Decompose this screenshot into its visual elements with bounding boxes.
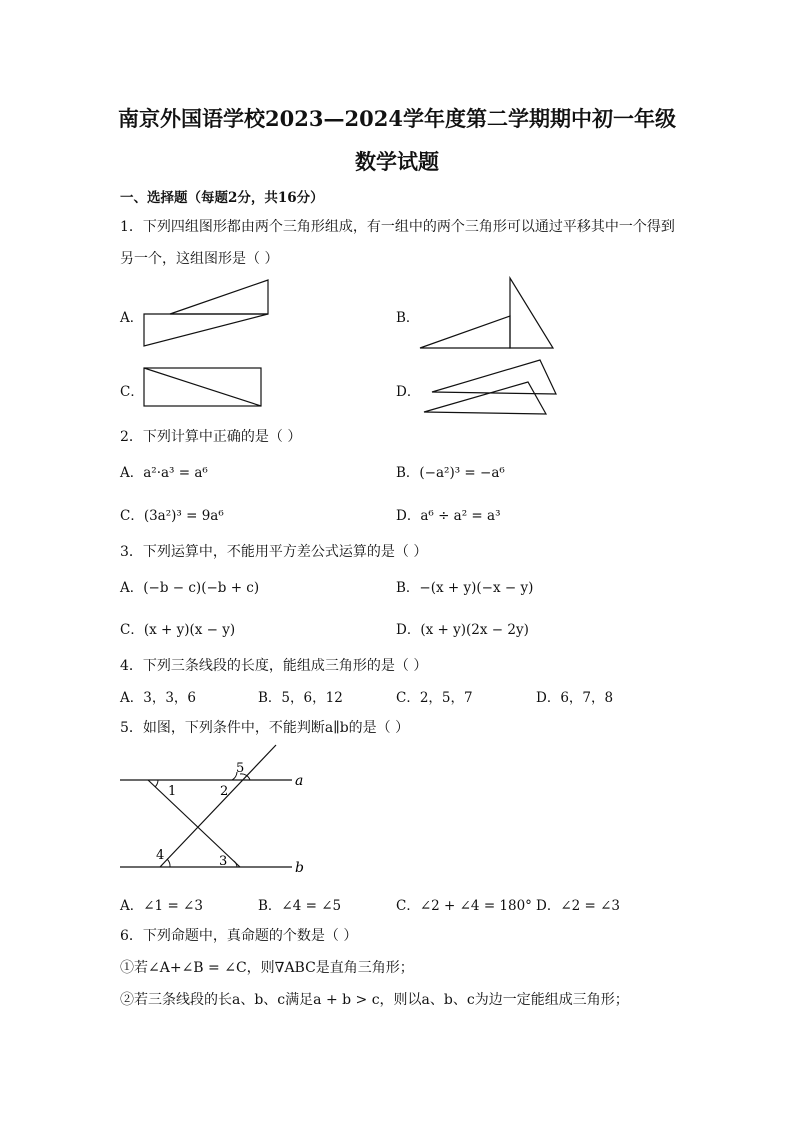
- q2-option-c[interactable]: C．(3a²)³ = 9a⁶: [120, 508, 224, 524]
- q1-option-d-label[interactable]: D．: [396, 384, 421, 400]
- q6-item-2: ②若三条线段的长a、b、c满足a + b > c，则以a、b、c为边一定能组成三角形；: [120, 992, 629, 1008]
- q3-option-c[interactable]: C．(x + y)(x − y): [120, 622, 236, 638]
- q4-option-b[interactable]: B．5，6，12: [258, 690, 343, 706]
- q4-option-c[interactable]: C．2，5，7: [396, 690, 473, 706]
- line-label-b: b: [295, 860, 304, 876]
- q5-option-d[interactable]: D．∠2 = ∠3: [536, 898, 621, 914]
- angle-label-5: 5: [236, 761, 245, 776]
- q5-option-b[interactable]: B．∠4 = ∠5: [258, 898, 342, 914]
- angle-label-2: 2: [220, 784, 229, 799]
- q4-option-d[interactable]: D．6，7，8: [536, 690, 614, 706]
- angle-4-arc: [167, 859, 170, 867]
- q3-option-a[interactable]: A．(−b − c)(−b + c): [120, 580, 260, 596]
- q4-stem: 4．下列三条线段的长度，能组成三角形的是（ ）: [120, 658, 428, 674]
- q2-option-d[interactable]: D．a⁶ ÷ a² = a³: [396, 508, 501, 524]
- q1-option-c-label[interactable]: C．: [120, 384, 144, 400]
- q6-item-1: ①若∠A+∠B = ∠C，则∇ABC是直角三角形；: [120, 960, 414, 976]
- q1-stem-line1: 1．下列四组图形都由两个三角形组成，有一组中的两个三角形可以通过平移其中一个得到: [120, 219, 675, 235]
- section-heading-choice: 一、选择题（每题2分，共16分）: [120, 190, 324, 206]
- q4-option-a[interactable]: A．3，3，6: [120, 690, 197, 706]
- q2-stem: 2．下列计算中正确的是（ ）: [120, 429, 302, 445]
- angle-1-arc: [155, 780, 158, 787]
- q5-stem: 5．如图，下列条件中，不能判断a∥b的是（ ）: [120, 720, 410, 736]
- q3-stem: 3．下列运算中，不能用平方差公式运算的是（ ）: [120, 544, 428, 560]
- q1-figure-a: [140, 278, 272, 350]
- q1-stem-line2: 另一个，这组图形是（ ）: [120, 251, 279, 267]
- q5-option-a[interactable]: A．∠1 = ∠3: [120, 898, 203, 914]
- q1-option-a-label[interactable]: A．: [120, 310, 144, 326]
- q1-option-b-label[interactable]: B．: [396, 310, 420, 326]
- q5-option-c[interactable]: C．∠2 + ∠4 = 180°: [396, 898, 532, 914]
- q2-option-b[interactable]: B．(−a²)³ = −a⁶: [396, 465, 505, 481]
- angle-3-arc: [234, 861, 237, 867]
- angle-label-1: 1: [168, 784, 177, 799]
- angle-label-3: 3: [219, 854, 228, 869]
- q6-stem: 6．下列命题中，真命题的个数是（ ）: [120, 928, 358, 944]
- angle-label-4: 4: [156, 848, 165, 863]
- q1-figure-d: [420, 356, 562, 418]
- q2-option-a[interactable]: A．a²·a³ = a⁶: [120, 465, 208, 481]
- q5-figure-parallel-lines: [118, 742, 318, 877]
- q3-option-b[interactable]: B．−(x + y)(−x − y): [396, 580, 534, 596]
- q3-option-d[interactable]: D．(x + y)(2x − 2y): [396, 622, 529, 638]
- exam-title-line2: 数学试题: [355, 149, 439, 174]
- exam-title-line1: 南京外国语学校2023—2024学年度第二学期期中初一年级: [118, 106, 676, 131]
- transversal-right: [160, 745, 276, 867]
- q1-figure-b: [418, 276, 558, 352]
- q1-figure-c: [142, 366, 264, 410]
- line-label-a: a: [295, 773, 304, 789]
